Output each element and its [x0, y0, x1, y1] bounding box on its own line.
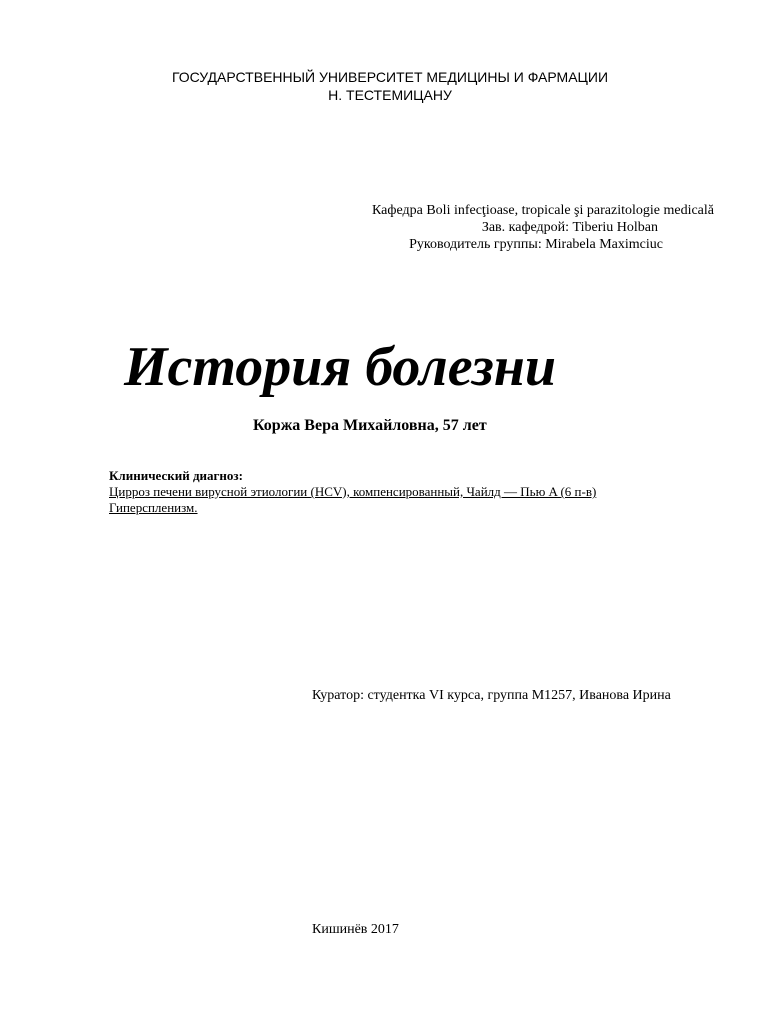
department-block: [372, 202, 714, 253]
university-line-1: ГОСУДАРСТВЕННЫЙ УНИВЕРСИТЕТ МЕДИЦИНЫ И ФАРМАЦИИ: [171, 69, 609, 85]
clinical-diagnosis: [109, 468, 596, 516]
diagnosis-line-2: Гиперспленизм.: [109, 500, 198, 515]
diagnosis-line-1: Цирроз печени вирусной этиологии (HCV), компенсированный, Чайлд — Пью A (6 п-в): [109, 484, 597, 499]
university-name: [0, 68, 768, 104]
university-line-2: Н. ТЕСТЕМИЦАНУ: [328, 87, 452, 103]
department-head: Зав. кафедрой: Tiberiu Holban: [481, 220, 658, 235]
place-and-year: Кишинёв 2017: [312, 922, 399, 937]
diagnosis-label: Клинический диагноз:: [109, 468, 243, 483]
department-name: Кафедра Boli infecţioase, tropicale şi parazitologie medicală: [372, 203, 714, 218]
group-leader: Руководитель группы: Mirabela Maximciuc: [409, 237, 663, 252]
patient-name: Коржа Вера Михайловна, 57 лет: [253, 417, 487, 434]
document-title: История болезни: [124, 336, 556, 398]
curator-info: Куратор: студентка VI курса, группа M1257, Иванова Ирина: [312, 688, 671, 703]
